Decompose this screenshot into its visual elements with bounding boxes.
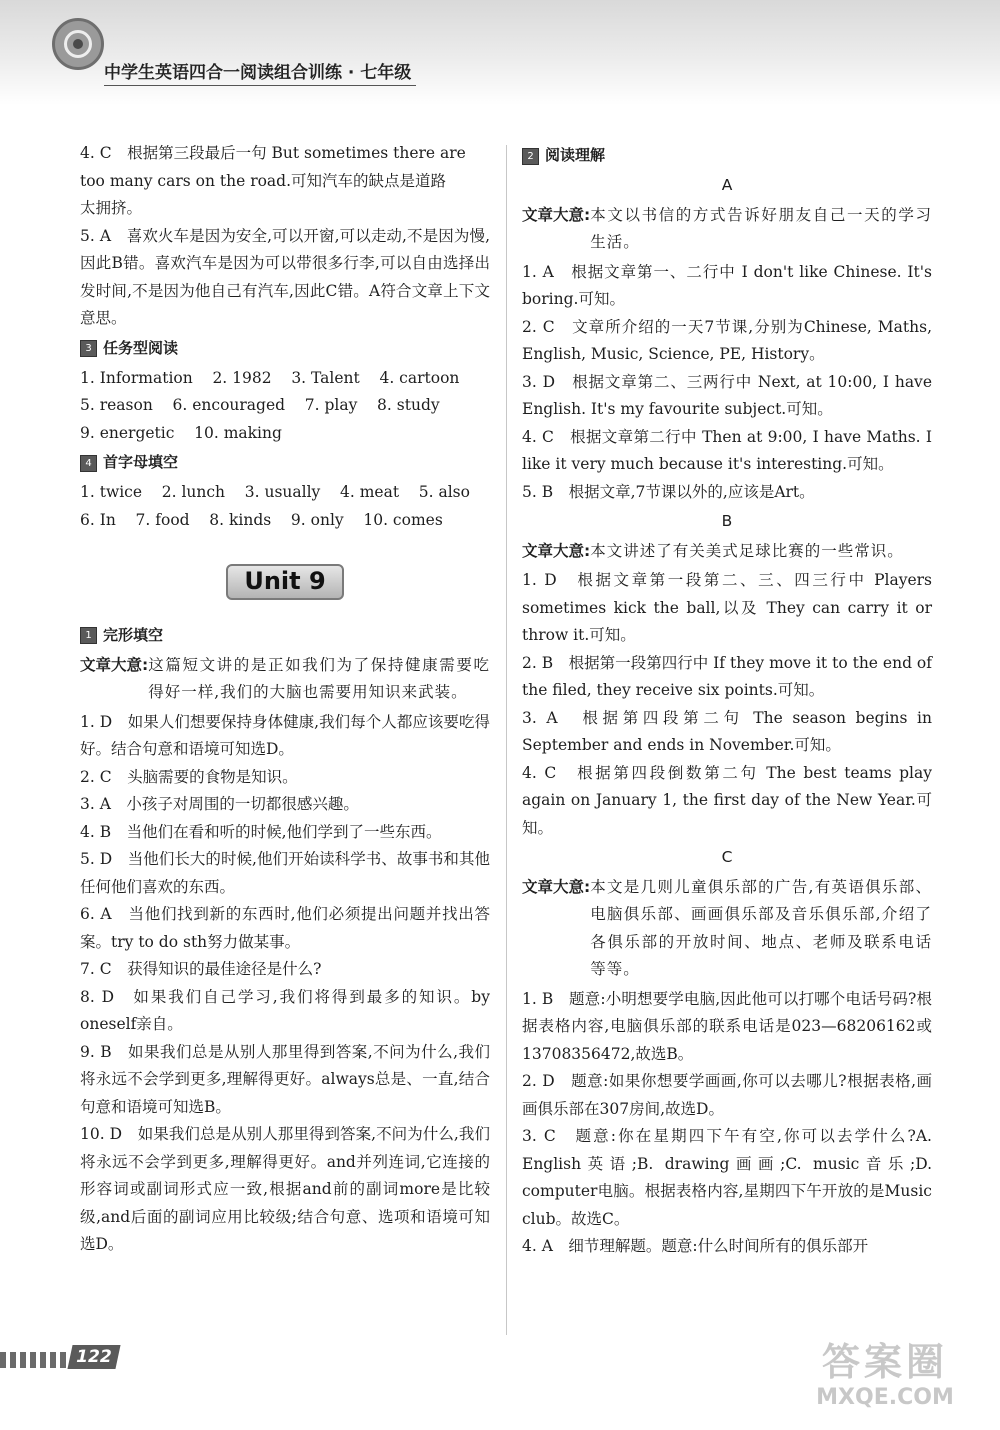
- answer-item: 8. D 如果我们自己学习,我们将得到最多的知识。by oneself亲自。: [80, 987, 490, 1033]
- summary-text: 本文是几则儿童俱乐部的广告,有英语俱乐部、电脑俱乐部、画画俱乐部及音乐俱乐部,介绍了各俱乐部的开放时间、地点、老师及联系电话等等。: [590, 877, 932, 978]
- section-title: 完形填空: [103, 625, 164, 644]
- title-underline: [104, 85, 416, 86]
- answer-item: 1. D 根据文章第一段第二、三、四三行中 Players sometimes kick the ball,以及 They can carry it or throw it.可知。: [522, 571, 932, 644]
- section-heading-task-reading: [80, 335, 490, 363]
- answer-line: 9. energetic 10. making: [80, 423, 282, 442]
- answer-item: 4. A 细节理解题。题意:什么时间所有的俱乐部开: [522, 1237, 869, 1255]
- answer-line: 6. In 7. food 8. kinds 9. only 10. comes: [80, 510, 443, 529]
- section-heading-reading-comprehension: [522, 142, 932, 170]
- answer-item: 2. C 头脑需要的食物是知识。: [80, 767, 298, 786]
- summary-label: 文章大意:: [522, 877, 591, 896]
- answer-item: 3. D 根据文章第二、三两行中 Next, at 10:00, I have English. It's my favourite subject.可知。: [522, 372, 932, 418]
- answer-item: 5. D 当他们长大的时候,他们开始读科学书、故事书和其他任何他们喜欢的东西。: [80, 850, 490, 896]
- section-heading-cloze: [80, 622, 490, 650]
- answer-item: 5. A 喜欢火车是因为安全,可以开窗,可以走动,不是因为慢,因此B错。喜欢汽车是因为可以带很多行李,可以自由选择出发时间,不是因为他自己有汽车,因此C错。A符合文章上下文意思。: [80, 226, 490, 327]
- section-number-icon: 4: [80, 455, 97, 472]
- answer-line: too many cars on the road.可知汽车的缺点是道路: [80, 171, 447, 190]
- answer-item: 3. A 根据第四段第二句 The season begins in September and ends in November.可知。: [522, 708, 932, 754]
- passage-letter: B: [721, 512, 733, 530]
- answer-item: 3. C 题意:你在星期四下午有空,你可以去学什么?A. English英语;B. drawing画画;C. music音乐;D. computer电脑。根据表格内容,星期四下午开放的是Music club。故选C。: [522, 1127, 932, 1228]
- summary-label: 文章大意:: [80, 655, 149, 674]
- answer-item: 3. A 小孩子对周围的一切都很感兴趣。: [80, 795, 359, 813]
- column-divider: [506, 145, 507, 1335]
- answer-item: 2. C 文章所介绍的一天7节课,分别为Chinese, Maths, English, Music, Science, PE, History。: [522, 317, 932, 363]
- answer-item: 4. C 根据第四段倒数第二句 The best teams play again on January 1, the first day of the New Year.可知。: [522, 763, 932, 837]
- unit-heading: [80, 564, 490, 600]
- passage-summary: [522, 874, 932, 984]
- page-header: [0, 0, 1000, 105]
- answer-line: 太拥挤。: [80, 199, 143, 217]
- answer-item: 2. B 根据第一段第四行中 If they move it to the end of the filed, they receive six points.可知。: [522, 653, 932, 699]
- summary-text: 这篇短文讲的是正如我们为了保持健康需要吃得好一样,我们的大脑也需要用知识来武装。: [148, 655, 490, 701]
- answer-item: 10. D 如果我们总是从别人那里得到答案,不问为什么,我们将永远不会学到更多,理解得更好。and并列连词,它连接的形容词或副词形式应一致,根据and前的副词more是比较级,and后面的副词应用比较级;结合句意、选项和语境可知选D。: [80, 1125, 490, 1253]
- book-title: 中学生英语四合一阅读组合训练 · 七年级: [104, 63, 412, 83]
- answer-item: 7. C 获得知识的最佳途径是什么?: [80, 960, 322, 978]
- summary-label: 文章大意:: [522, 205, 591, 224]
- answer-item: 1. A 根据文章第一、二行中 I don't like Chinese. It's boring.可知。: [522, 262, 932, 308]
- answer-item: 9. B 如果我们总是从别人那里得到答案,不问为什么,我们将永远不会学到更多,理解得更好。always总是、一直,结合句意和语境可知选B。: [80, 1042, 490, 1116]
- right-column: [522, 140, 932, 1261]
- answer-item: 1. B 题意:小明想要学电脑,因此他可以打哪个电话号码?根据表格内容,电脑俱乐部的联系电话是023—68206162或13708356472,故选B。: [522, 989, 932, 1063]
- section-number-icon: 1: [80, 627, 97, 644]
- watermark-logo-text: 答案圈: [821, 1340, 948, 1384]
- answer-line: 5. reason 6. encouraged 7. play 8. study: [80, 396, 440, 414]
- section-title: 首字母填空: [103, 453, 179, 472]
- passage-letter: C: [721, 848, 733, 866]
- summary-label: 文章大意:: [522, 541, 591, 560]
- summary-text: 本文以书信的方式告诉好朋友自己一天的学习生活。: [590, 205, 932, 251]
- unit-title: Unit 9: [226, 564, 343, 600]
- watermark-url: MXQE.COM: [816, 1385, 954, 1410]
- answer-item: 5. B 根据文章,7节课以外的,应该是Art。: [522, 482, 815, 501]
- footer-decoration: [0, 1352, 68, 1368]
- section-number-icon: 2: [522, 148, 539, 165]
- passage-summary: [522, 202, 932, 257]
- answer-item: 1. D 如果人们想要保持身体健康,我们每个人都应该要吃得好。结合句意和语境可知选D。: [80, 712, 490, 758]
- summary-text: 本文讲述了有关美式足球比赛的一些常识。: [590, 541, 904, 560]
- section-title: 任务型阅读: [103, 338, 179, 357]
- answer-line: 1. twice 2. lunch 3. usually 4. meat 5. also: [80, 483, 470, 501]
- answer-line: 1. Information 2. 1982 3. Talent 4. cartoon: [80, 368, 460, 387]
- answer-item: 2. D 题意:如果你想要学画画,你可以去哪儿?根据表格,画画俱乐部在307房间,故选D。: [522, 1072, 932, 1118]
- passage-letter: A: [721, 176, 733, 194]
- section-number-icon: 3: [80, 340, 97, 357]
- passage-summary: [522, 538, 932, 566]
- section-heading-initial-letter-fill: [80, 449, 490, 477]
- answer-item: 6. A 当他们找到新的东西时,他们必须提出问题并找出答案。try to do sth努力做某事。: [80, 905, 490, 951]
- answer-item: 4. B 当他们在看和听的时候,他们学到了一些东西。: [80, 822, 442, 841]
- section-title: 阅读理解: [545, 146, 606, 165]
- page-number: 122: [67, 1345, 120, 1369]
- book-logo-icon: [52, 18, 104, 70]
- answer-item: 4. C 根据文章第二行中 Then at 9:00, I have Maths. I like it very much because it's interesting.可知。: [522, 427, 932, 473]
- left-column: [80, 140, 490, 1259]
- passage-summary: [80, 652, 490, 707]
- watermark: [780, 1340, 990, 1420]
- answer-line: 4. C 根据第三段最后一句 But sometimes there are: [80, 144, 466, 162]
